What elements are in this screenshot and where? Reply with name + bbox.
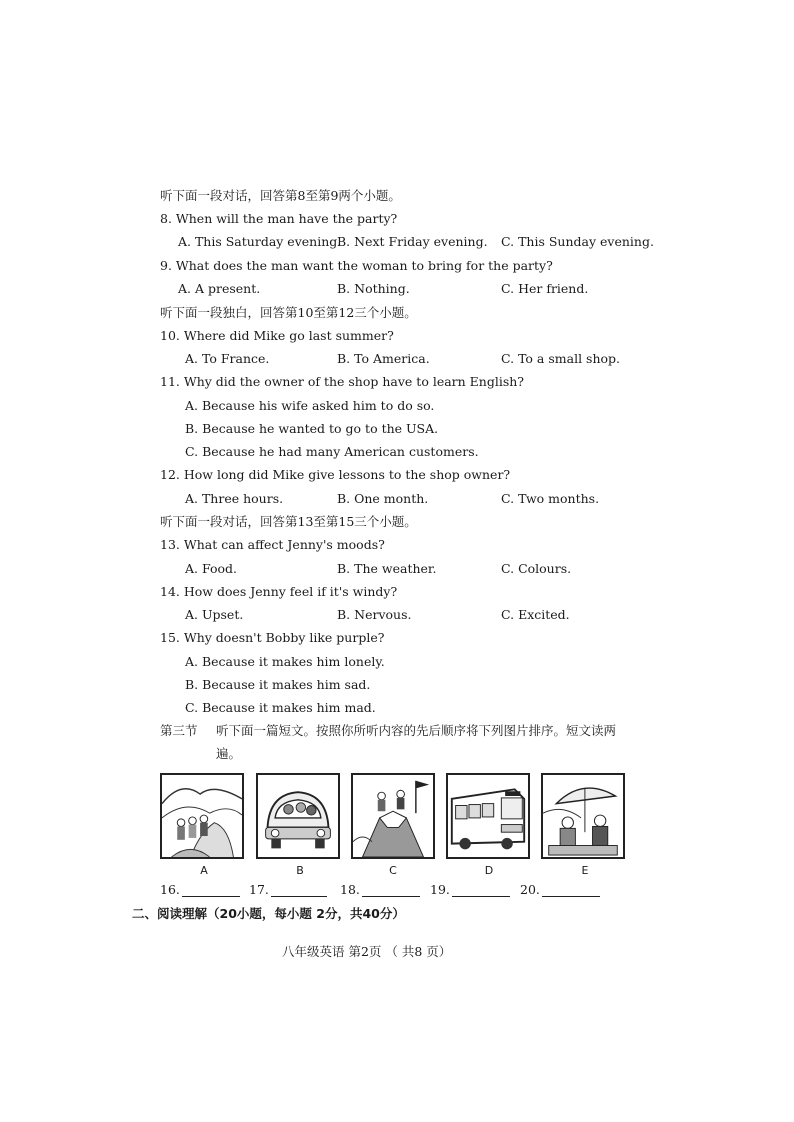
picture-c-summit [351,773,435,859]
hikers-illustration [162,775,242,857]
picture-label-d: D [484,864,494,877]
answer-blank-17[interactable] [249,882,327,897]
picture-b-car [256,773,340,859]
q15-option-c: C. Because it makes him mad. [185,700,376,715]
question-14: 14. How does Jenny feel if it's windy? [160,584,398,599]
section-3-instructions: 听下面一篇短文。按照你所听内容的先后顺序将下列图片排序。短文读两 [216,723,617,738]
question-12: 12. How long did Mike give lessons to the shop owner? [160,467,511,482]
q8-option-b: B. Next Friday evening. [337,234,488,249]
q9-option-c: C. Her friend. [501,281,589,296]
q8-option-c: C. This Sunday evening. [501,234,654,249]
intro-q10-12: 听下面一段独白，回答第10至第12三个小题。 [160,305,417,320]
q11-option-a: A. Because his wife asked him to do so. [185,398,435,413]
car-illustration [258,775,338,857]
section-3-label: 第三节 [160,723,198,738]
q13-option-b: B. The weather. [337,561,437,576]
q13-option-c: C. Colours. [501,561,572,576]
blank-number: 18. [340,882,360,897]
picture-label-b: B [296,864,304,877]
q9-option-b: B. Nothing. [337,281,410,296]
bus-illustration [448,775,528,857]
q15-option-a: A. Because it makes him lonely. [185,654,385,669]
q12-option-a: A. Three hours. [185,491,284,506]
question-11: 11. Why did the owner of the shop have to learn English? [160,374,525,389]
blank-number: 17. [249,882,269,897]
question-8: 8. When will the man have the party? [160,211,398,226]
q14-option-a: A. Upset. [185,607,244,622]
section-3-instructions-cont: 遍。 [216,746,242,761]
picture-label-e: E [581,864,589,877]
blank-number: 16. [160,882,180,897]
q14-option-b: B. Nervous. [337,607,412,622]
answer-blank-16[interactable] [160,882,240,897]
blank-number: 20. [520,882,540,897]
q9-option-a: A. A present. [178,281,261,296]
q12-option-c: C. Two months. [501,491,600,506]
picture-a-hikers [160,773,244,859]
q11-option-b: B. Because he wanted to go to the USA. [185,421,439,436]
question-9: 9. What does the man want the woman to bring for the party? [160,258,553,273]
question-10: 10. Where did Mike go last summer? [160,328,394,343]
intro-q13-15: 听下面一段对话，回答第13至第15三个小题。 [160,514,417,529]
q10-option-b: B. To America. [337,351,430,366]
summit-illustration [353,775,433,857]
intro-q8-9: 听下面一段对话，回答第8至第9两个小题。 [160,188,401,203]
answer-blank-19[interactable] [430,882,510,897]
q10-option-c: C. To a small shop. [501,351,621,366]
q10-option-a: A. To France. [185,351,270,366]
q13-option-a: A. Food. [185,561,237,576]
page-footer: 八年级英语 第2页 （ 共8 页） [282,944,452,959]
answer-blank-18[interactable] [340,882,420,897]
picture-label-c: C [389,864,397,877]
picture-d-bus [446,773,530,859]
answer-blank-20[interactable] [520,882,600,897]
q11-option-c: C. Because he had many American customers. [185,444,479,459]
umbrella-illustration [543,775,623,857]
question-13: 13. What can affect Jenny's moods? [160,537,385,552]
q14-option-c: C. Excited. [501,607,570,622]
q12-option-b: B. One month. [337,491,429,506]
blank-number: 19. [430,882,450,897]
question-15: 15. Why doesn't Bobby like purple? [160,630,385,645]
part-2-heading: 二、阅读理解（20小题，每小题 2分，共40分） [132,906,405,921]
picture-label-a: A [200,864,208,877]
q15-option-b: B. Because it makes him sad. [185,677,371,692]
picture-e-umbrella [541,773,625,859]
q8-option-a: A. This Saturday evening. [178,234,342,249]
